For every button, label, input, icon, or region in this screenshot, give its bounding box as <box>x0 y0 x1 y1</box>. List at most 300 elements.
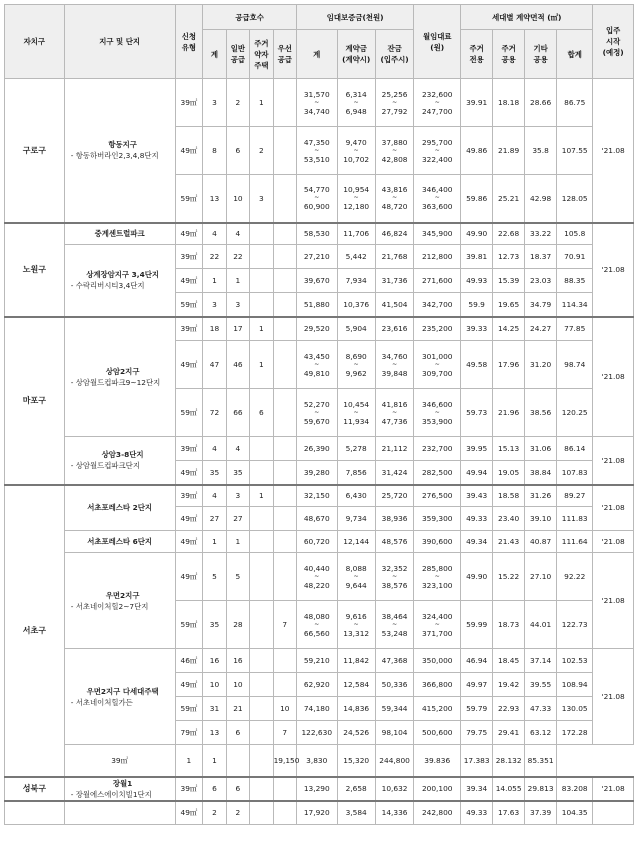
header-complex: 지구 및 단지 <box>64 5 175 79</box>
table-row <box>5 649 634 673</box>
deposit-cell-value: 19,150 <box>273 755 300 765</box>
area-sum-cell: 89.27 <box>557 485 593 507</box>
area-common-cell: 14.055 <box>493 777 525 801</box>
district-cell: 서초구 <box>5 485 65 777</box>
complex-cell <box>64 801 175 825</box>
supply-total-cell: 2 <box>203 801 226 825</box>
deposit-cell <box>297 649 338 673</box>
range-tilde: ~ <box>353 146 359 154</box>
complex-subname: - 수락리버시티3,4단지 <box>70 281 145 291</box>
area-exclusive-cell: 49.90 <box>461 223 493 245</box>
area-other-cell: 42.98 <box>525 175 557 223</box>
monthly-rent-cell-value: 212,800 <box>421 252 453 261</box>
supply-total-cell: 8 <box>203 127 226 175</box>
area-sum-cell: 107.55 <box>557 127 593 175</box>
deposit-cell-value: 29,520 <box>303 324 330 334</box>
deposit-cell-value: 49,810 <box>303 368 330 378</box>
supply-priority-cell <box>273 485 296 507</box>
type-cell: 59㎡ <box>175 697 203 721</box>
balance-cell <box>375 553 413 601</box>
header-district: 자치구 <box>5 5 65 79</box>
supply-general-cell: 1 <box>226 269 249 293</box>
area-other-cell: 31.26 <box>525 485 557 507</box>
move-in-cell: '21.08 <box>593 317 634 437</box>
area-sum-cell: 85.351 <box>525 745 557 777</box>
area-common-cell: 21.96 <box>493 389 525 437</box>
district-cell: 노원구 <box>5 223 65 317</box>
balance-cell-value: 46,824 <box>381 229 408 239</box>
supply-total-cell: 13 <box>203 175 226 223</box>
area-other-cell: 39.10 <box>525 507 557 531</box>
type-cell: 49㎡ <box>175 127 203 175</box>
contract-cell <box>337 777 375 801</box>
contract-cell <box>337 341 375 389</box>
supply-general-cell: 2 <box>226 79 249 127</box>
supply-total-cell: 4 <box>203 223 226 245</box>
monthly-rent-cell-value: 235,200 <box>421 324 453 334</box>
balance-cell <box>375 697 413 721</box>
supply-general-cell: 3 <box>226 293 249 317</box>
monthly-rent-cell <box>414 531 461 553</box>
contract-cell-value: 9,962 <box>345 368 367 378</box>
monthly-rent-cell <box>414 341 461 389</box>
deposit-cell <box>297 269 338 293</box>
type-cell: 49㎡ <box>175 507 203 531</box>
supply-general-cell: 10 <box>226 673 249 697</box>
area-exclusive-cell: 46.94 <box>461 649 493 673</box>
supply-priority-cell: 7 <box>273 601 296 649</box>
deposit-cell <box>297 223 338 245</box>
deposit-cell <box>297 293 338 317</box>
type-cell: 39㎡ <box>175 777 203 801</box>
contract-cell-value: 9,734 <box>345 514 367 523</box>
deposit-cell-value: 52,270 <box>303 399 330 409</box>
monthly-rent-cell-value: 271,600 <box>421 276 453 285</box>
complex-subname: - 상암월드컵파크9~12단지 <box>70 377 161 387</box>
area-sum-cell: 102.53 <box>557 649 593 673</box>
area-common-cell: 17.63 <box>493 801 525 825</box>
supply-general-cell: 46 <box>226 341 249 389</box>
contract-cell-value: 7,856 <box>345 467 367 477</box>
monthly-rent-cell-value: 295,700 <box>421 137 453 147</box>
deposit-cell <box>297 485 338 507</box>
range-tilde: ~ <box>353 572 359 580</box>
area-exclusive-cell: 49.33 <box>461 801 493 825</box>
area-other-cell: 23.03 <box>525 269 557 293</box>
balance-cell-value: 15,320 <box>343 755 370 765</box>
contract-cell <box>337 245 375 269</box>
area-common-cell: 18.58 <box>493 485 525 507</box>
monthly-rent-cell <box>414 79 461 127</box>
balance-cell-value: 14,336 <box>381 808 408 818</box>
supply-housing-cell <box>250 437 273 461</box>
area-other-cell: 28.66 <box>525 79 557 127</box>
supply-housing-cell: 3 <box>250 175 273 223</box>
header-area-sum: 합계 <box>557 30 593 79</box>
contract-cell <box>337 317 375 341</box>
range-tilde: ~ <box>434 572 440 580</box>
supply-priority-cell <box>273 461 296 485</box>
area-common-cell: 15.22 <box>493 553 525 601</box>
monthly-rent-cell-value: 232,600 <box>421 89 453 99</box>
contract-cell-value: 11,934 <box>343 416 370 426</box>
area-sum-cell: 130.05 <box>557 697 593 721</box>
table-row <box>5 553 634 601</box>
supply-housing-cell <box>250 673 273 697</box>
balance-cell-value: 37,880 <box>381 137 408 147</box>
supply-priority-cell <box>273 317 296 341</box>
supply-housing-cell <box>250 697 273 721</box>
area-other-cell: 44.01 <box>525 601 557 649</box>
deposit-cell-value: 13,290 <box>303 784 330 793</box>
type-cell: 59㎡ <box>175 293 203 317</box>
area-exclusive-cell: 39.43 <box>461 485 493 507</box>
complex-subname: - 상암월드컵파크단지 <box>70 461 140 471</box>
supply-total-cell: 1 <box>175 745 203 777</box>
balance-cell <box>375 461 413 485</box>
contract-cell <box>337 223 375 245</box>
area-sum-cell: 104.35 <box>557 801 593 825</box>
contract-cell <box>337 437 375 461</box>
balance-cell <box>375 507 413 531</box>
area-common-cell: 18.73 <box>493 601 525 649</box>
monthly-rent-cell <box>414 801 461 825</box>
range-tilde: ~ <box>353 620 359 628</box>
area-other-cell: 31.06 <box>525 437 557 461</box>
range-tilde: ~ <box>314 620 320 628</box>
supply-general-cell: 6 <box>226 721 249 745</box>
area-exclusive-cell: 39.34 <box>461 777 493 801</box>
supply-total-cell: 10 <box>203 673 226 697</box>
supply-housing-cell <box>250 507 273 531</box>
deposit-cell-value: 40,440 <box>303 563 330 573</box>
balance-cell <box>375 341 413 389</box>
supply-priority-cell <box>273 673 296 697</box>
deposit-cell <box>297 721 338 745</box>
type-cell: 59㎡ <box>175 389 203 437</box>
balance-cell-value: 47,368 <box>381 656 408 665</box>
contract-cell <box>337 485 375 507</box>
balance-cell-value: 53,248 <box>381 628 408 638</box>
type-cell: 49㎡ <box>175 531 203 553</box>
monthly-rent-cell <box>414 673 461 697</box>
area-exclusive-cell: 59.86 <box>461 175 493 223</box>
header-area-other: 기타 공용 <box>525 30 557 79</box>
area-common-cell: 29.41 <box>493 721 525 745</box>
contract-cell-value: 6,948 <box>345 106 367 116</box>
area-exclusive-cell: 49.58 <box>461 341 493 389</box>
range-tilde: ~ <box>434 194 440 202</box>
monthly-rent-cell-value: 244,800 <box>379 755 410 765</box>
type-cell: 39㎡ <box>175 437 203 461</box>
monthly-rent-cell-value: 363,600 <box>421 202 453 212</box>
deposit-cell-value: 60,900 <box>303 202 330 212</box>
contract-cell-value: 13,312 <box>343 628 370 638</box>
contract-cell <box>337 649 375 673</box>
header-rent-contract: 계약금 (계약시) <box>337 30 375 79</box>
range-tilde: ~ <box>353 98 359 106</box>
supply-general-cell: 66 <box>226 389 249 437</box>
supply-total-cell: 72 <box>203 389 226 437</box>
contract-cell-value: 6,314 <box>345 89 367 99</box>
supply-priority-cell <box>273 223 296 245</box>
deposit-cell-value: 122,630 <box>301 728 333 737</box>
balance-cell-value: 39,848 <box>381 368 408 378</box>
range-tilde: ~ <box>434 620 440 628</box>
contract-cell-value: 5,442 <box>345 252 367 261</box>
range-tilde: ~ <box>353 194 359 202</box>
range-tilde: ~ <box>314 408 320 416</box>
monthly-rent-cell-value: 346,600 <box>421 399 453 409</box>
complex-name: 우면2지구 다세대주택 <box>86 686 159 696</box>
contract-cell-value: 5,278 <box>345 444 367 453</box>
supply-housing-cell: 1 <box>250 317 273 341</box>
supply-general-cell: 1 <box>203 745 226 777</box>
monthly-rent-cell-value: 415,200 <box>421 704 453 713</box>
deposit-cell <box>297 461 338 485</box>
contract-cell-value: 10,702 <box>343 154 370 164</box>
complex-cell <box>64 79 175 223</box>
area-exclusive-cell: 79.75 <box>461 721 493 745</box>
balance-cell-value: 38,936 <box>381 514 408 523</box>
supply-general-cell: 28 <box>226 601 249 649</box>
area-sum-cell: 122.73 <box>557 601 593 649</box>
complex-subname: - 항동하버라인2,3,4,8단지 <box>70 151 159 161</box>
header-area-group: 세대별 계약면적 (㎡) <box>461 5 593 30</box>
supply-general-cell: 16 <box>226 649 249 673</box>
district-cell <box>5 801 65 825</box>
area-common-cell: 15.39 <box>493 269 525 293</box>
area-other-cell: 27.10 <box>525 553 557 601</box>
area-other-cell: 29.813 <box>525 777 557 801</box>
monthly-rent-cell-value: 366,800 <box>421 680 453 689</box>
supply-priority-cell <box>273 531 296 553</box>
deposit-cell <box>297 389 338 437</box>
area-sum-cell: 86.14 <box>557 437 593 461</box>
monthly-rent-cell-value: 200,100 <box>421 784 453 793</box>
deposit-cell <box>297 175 338 223</box>
monthly-rent-cell <box>414 601 461 649</box>
supply-general-cell: 5 <box>226 553 249 601</box>
complex-name: 항동지구 <box>108 140 137 150</box>
supply-priority-cell <box>273 389 296 437</box>
contract-cell <box>337 79 375 127</box>
contract-cell-value: 8,690 <box>345 351 367 361</box>
deposit-cell <box>297 79 338 127</box>
area-common-cell: 19.42 <box>493 673 525 697</box>
type-cell: 59㎡ <box>175 601 203 649</box>
balance-cell <box>375 485 413 507</box>
area-common-cell: 23.40 <box>493 507 525 531</box>
contract-cell-value: 3,830 <box>306 755 328 765</box>
type-cell: 79㎡ <box>175 721 203 745</box>
header-supply-priority: 우선 공급 <box>273 30 296 79</box>
deposit-cell-value: 58,530 <box>303 229 330 239</box>
monthly-rent-cell-value: 500,600 <box>421 728 453 737</box>
deposit-cell <box>297 553 338 601</box>
supply-housing-cell <box>250 223 273 245</box>
area-other-cell: 28.132 <box>493 745 525 777</box>
range-tilde: ~ <box>314 360 320 368</box>
supply-general-cell: 3 <box>226 485 249 507</box>
supply-housing-cell <box>250 553 273 601</box>
balance-cell-value: 32,352 <box>381 563 408 573</box>
area-other-cell: 38.56 <box>525 389 557 437</box>
supply-priority-cell: 7 <box>273 721 296 745</box>
supply-housing-cell <box>250 801 273 825</box>
complex-subname: - 서초네이처힐2~7단지 <box>70 601 149 611</box>
supply-total-cell: 47 <box>203 341 226 389</box>
supply-general-cell: 2 <box>226 801 249 825</box>
area-other-cell: 40.87 <box>525 531 557 553</box>
complex-name: 장월1 <box>112 778 133 788</box>
area-exclusive-cell: 59.9 <box>461 293 493 317</box>
area-common-cell: 21.89 <box>493 127 525 175</box>
header-supply-general: 일반 공급 <box>226 30 249 79</box>
complex-name: 중계센트럴파크 <box>94 229 145 239</box>
move-in-cell: '21.08 <box>593 649 634 745</box>
contract-cell-value: 24,526 <box>343 728 370 737</box>
monthly-rent-cell <box>414 175 461 223</box>
balance-cell-value: 48,720 <box>381 202 408 212</box>
contract-cell <box>337 721 375 745</box>
supply-total-cell: 13 <box>203 721 226 745</box>
type-cell: 49㎡ <box>175 461 203 485</box>
range-tilde: ~ <box>314 572 320 580</box>
supply-priority-cell <box>273 269 296 293</box>
supply-priority-cell <box>273 293 296 317</box>
balance-cell-value: 50,336 <box>381 680 408 689</box>
monthly-rent-cell-value: 285,800 <box>421 563 453 573</box>
contract-cell <box>337 269 375 293</box>
deposit-cell-value: 34,740 <box>303 106 330 116</box>
area-other-cell: 33.22 <box>525 223 557 245</box>
supply-housing-cell <box>250 461 273 485</box>
contract-cell-value: 2,658 <box>345 784 367 793</box>
supply-housing-cell <box>250 649 273 673</box>
balance-cell <box>375 79 413 127</box>
header-rent-balance: 잔금 (입주시) <box>375 30 413 79</box>
supply-priority-cell <box>273 777 296 801</box>
balance-cell-value: 31,736 <box>381 276 408 285</box>
area-sum-cell: 111.83 <box>557 507 593 531</box>
type-cell: 46㎡ <box>175 649 203 673</box>
range-tilde: ~ <box>434 360 440 368</box>
area-exclusive-cell: 49.94 <box>461 461 493 485</box>
supply-housing-cell: 6 <box>250 389 273 437</box>
supply-general-cell: 6 <box>226 777 249 801</box>
supply-priority-cell <box>273 79 296 127</box>
deposit-cell <box>297 245 338 269</box>
balance-cell-value: 25,720 <box>381 491 408 501</box>
header-area-exclusive: 주거 전용 <box>461 30 493 79</box>
balance-cell <box>375 175 413 223</box>
area-sum-cell: 77.85 <box>557 317 593 341</box>
supply-housing-cell: 2 <box>250 127 273 175</box>
range-tilde: ~ <box>314 146 320 154</box>
balance-cell-value: 10,632 <box>381 784 408 793</box>
contract-cell <box>337 461 375 485</box>
area-common-cell: 17.96 <box>493 341 525 389</box>
area-common-cell: 19.05 <box>493 461 525 485</box>
monthly-rent-cell-value: 390,600 <box>421 537 453 546</box>
district-cell: 마포구 <box>5 317 65 485</box>
range-tilde: ~ <box>392 98 398 106</box>
balance-cell <box>375 801 413 825</box>
area-exclusive-cell: 39.95 <box>461 437 493 461</box>
balance-cell <box>375 317 413 341</box>
table-body <box>5 79 634 825</box>
area-common-cell: 19.65 <box>493 293 525 317</box>
monthly-rent-cell <box>414 437 461 461</box>
contract-cell-value: 10,454 <box>343 399 370 409</box>
supply-total-cell: 18 <box>203 317 226 341</box>
range-tilde: ~ <box>392 408 398 416</box>
monthly-rent-cell <box>414 485 461 507</box>
supply-priority-cell <box>273 127 296 175</box>
area-common-cell: 18.45 <box>493 649 525 673</box>
range-tilde: ~ <box>392 360 398 368</box>
header-monthly-rent: 월임대료 (원) <box>414 5 461 79</box>
balance-cell-value: 38,464 <box>381 611 408 621</box>
balance-cell-value: 42,808 <box>381 154 408 164</box>
balance-cell-value: 59,344 <box>381 704 408 713</box>
contract-cell-value: 10,954 <box>343 185 370 195</box>
balance-cell-value: 48,576 <box>381 537 408 546</box>
district-cell: 구로구 <box>5 79 65 223</box>
monthly-rent-cell <box>414 127 461 175</box>
balance-cell <box>375 649 413 673</box>
balance-cell <box>375 293 413 317</box>
monthly-rent-cell <box>414 507 461 531</box>
supply-total-cell: 4 <box>203 437 226 461</box>
monthly-rent-cell <box>414 649 461 673</box>
type-cell: 39㎡ <box>64 745 175 777</box>
supply-housing-cell <box>250 269 273 293</box>
type-cell: 39㎡ <box>175 485 203 507</box>
deposit-cell-value: 43,450 <box>303 351 330 361</box>
balance-cell <box>375 245 413 269</box>
monthly-rent-cell-value: 247,700 <box>421 106 453 116</box>
area-common-cell: 18.18 <box>493 79 525 127</box>
monthly-rent-cell <box>414 389 461 437</box>
complex-cell <box>64 531 175 553</box>
table-row <box>5 437 634 461</box>
supply-priority-cell <box>273 649 296 673</box>
area-common-cell: 22.68 <box>493 223 525 245</box>
area-sum-cell: 120.25 <box>557 389 593 437</box>
move-in-cell: '21.08 <box>593 777 634 801</box>
supply-total-cell: 22 <box>203 245 226 269</box>
area-exclusive-cell: 49.93 <box>461 269 493 293</box>
range-tilde: ~ <box>314 194 320 202</box>
range-tilde: ~ <box>392 572 398 580</box>
type-cell: 39㎡ <box>175 79 203 127</box>
area-sum-cell: 98.74 <box>557 341 593 389</box>
complex-name: 상계장암지구 3,4단지 <box>86 270 159 280</box>
monthly-rent-cell-value: 346,400 <box>421 185 453 195</box>
contract-cell <box>337 801 375 825</box>
area-exclusive-cell: 49.86 <box>461 127 493 175</box>
type-cell: 59㎡ <box>175 175 203 223</box>
balance-cell <box>375 223 413 245</box>
area-other-cell: 37.14 <box>525 649 557 673</box>
deposit-cell-value: 60,720 <box>303 537 330 546</box>
deposit-cell <box>297 673 338 697</box>
range-tilde: ~ <box>353 408 359 416</box>
area-exclusive-cell: 39.33 <box>461 317 493 341</box>
supply-priority-cell <box>273 341 296 389</box>
